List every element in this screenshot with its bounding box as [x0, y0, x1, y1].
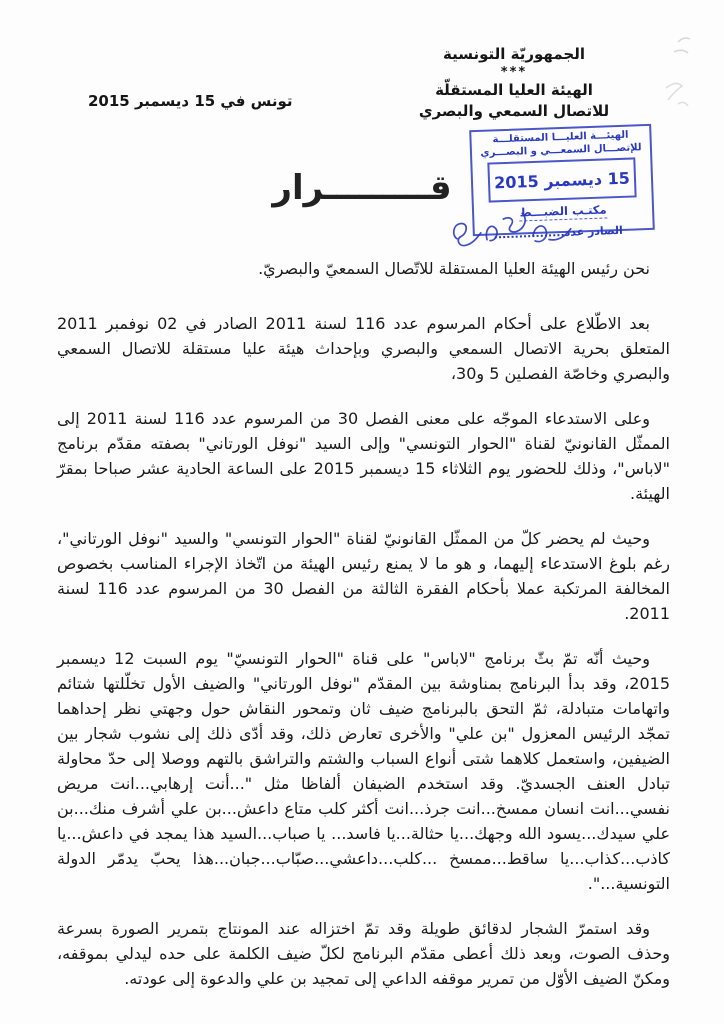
paragraph-broadcast-facts: وحيث أنّه تمّ بثّ برنامج "لاباس" على قناة "الحوار التونسيّ" يوم السبت 12 ديسمبر 2015، وقد بدأ البرنامج بمناوشة بين المقدّم "نوفل الورتاني" والضيف الأول تخلّلتها شتائم واتهامات متبادلة، ثمّ التحق بالبرنامج ضيف ثان وتمحور النقاش حول وجهتي نظر إحداهما تمجّد الرئيس المعزول "بن علي" والأخرى تعارض ذلك، وقد أدّى ذلك إلى نشوب شجار بين الضيفين، واستعمل كلاهما شتى أنواع السباب والشتم والتراشق بالتهم ووصلا إلى حدّ محاولة تبادل العنف الجسديّ. وقد استخدم الضيفان ألفاظا مثل "...أنت إرهابي...انت مريض نفسي...انت انسان ممسخ...انت جرذ...انت أكثر كلب متاع داعش...بن علي أشرف منك...بن علي سيدك...يسود الله وجهك...يا حثالة...يا فاسد... يا صباب...السيد هذا يمجد في داعش...يا كاذب...كذاب...يا ساقط...ممسخ ...كلب...داعشي...صبّاب...جبان...هذا يحبّ يدمّر الدولة التونسية...". [57, 649, 670, 893]
paragraph-decree-reference: بعد الاطّلاع على أحكام المرسوم عدد 116 لسنة 2011 الصادر في 02 نوفمبر 2011 المتعلق بحرية الاتصال السمعي والبصري وبإحداث هيئة عليا مستقلة للاتصال السمعي والبصري وخاصّة الفصلين 5 و30، [57, 314, 670, 383]
stamp-registry-office: مكتـب الضبـــط [519, 202, 607, 220]
republic-title: الجمهوريّة التونسية [443, 45, 585, 63]
place-date-line: تونس في 15 ديسمبر 2015 [88, 92, 293, 110]
document-body [57, 256, 670, 1011]
paragraph-summons: وعلى الاستدعاء الموجّه على معنى الفصل 30 من المرسوم عدد 116 لسنة 2011 إلى الممثّل القانونيّ لقناة "الحوار التونسي" وإلى السيد "نوفل الورتاني" بصفته مقدّم برنامج "لاباس"، وذلك للحضور يوم الثلاثاء 15 ديسمبر 2015 على الساعة الحادية عشر صباحا بمقرّ الهيئة. [57, 409, 671, 503]
authority-name-line2: للاتصال السمعي والبصري [418, 102, 610, 120]
stamp-date-box [487, 157, 636, 202]
stamp-authority-line1: الهيئـــة العليـــا المستقلـــة [492, 129, 629, 146]
intro-line: نحن رئيس الهيئة العليا المستقلة للاتّصال السمعيّ والبصريّ. [258, 259, 650, 278]
paragraph-editing-facts: وقد استمرّ الشجار لدقائق طويلة وقد تمّ اختزاله عند المونتاج بتمرير الصورة بسرعة وحذف الصوت، وبعد ذلك أعطى مقدّم البرنامج لكلّ ضيف الكلمة على حده ليدلي بموقفه، ومكنّ الضيف الأوّل من تمرير موقفه الداعي إلى تمجيد بن علي والدعوة إلى عودته. [57, 919, 670, 988]
stamp-date: 15 ديسمبر 2015 [493, 168, 631, 192]
authority-name-line1: الهيئة العليا المستقلّة [435, 81, 593, 99]
paragraph-non-appearance: وحيث لم يحضر كلّ من الممثّل القانونيّ لقناة "الحوار التونسي" والسيد "نوفل الورتاني"، رغم بلوغ الاستدعاء إليهما، و هو ما لا يمنع رئيس الهيئة من اتّخاذ الإجراء المناسب بخصوص المخالفة المرتكبة عملا بأحكام الفقرة الثالثة من الفصل 30 من المرسوم عدد 116 لسنة 2011. [57, 529, 671, 623]
stamp-authority-line2: للإتصـــال السمعـــي و البصـــري [480, 142, 642, 159]
registry-stamp [469, 124, 655, 242]
stamp-issued-number-label: الصادر عدد................. [493, 223, 624, 242]
letterhead [416, 44, 612, 122]
stars-separator: *** [500, 65, 528, 80]
document-title: قـــــــــرار [272, 168, 452, 208]
pencil-marks [648, 28, 718, 168]
handwritten-signature [448, 204, 580, 259]
